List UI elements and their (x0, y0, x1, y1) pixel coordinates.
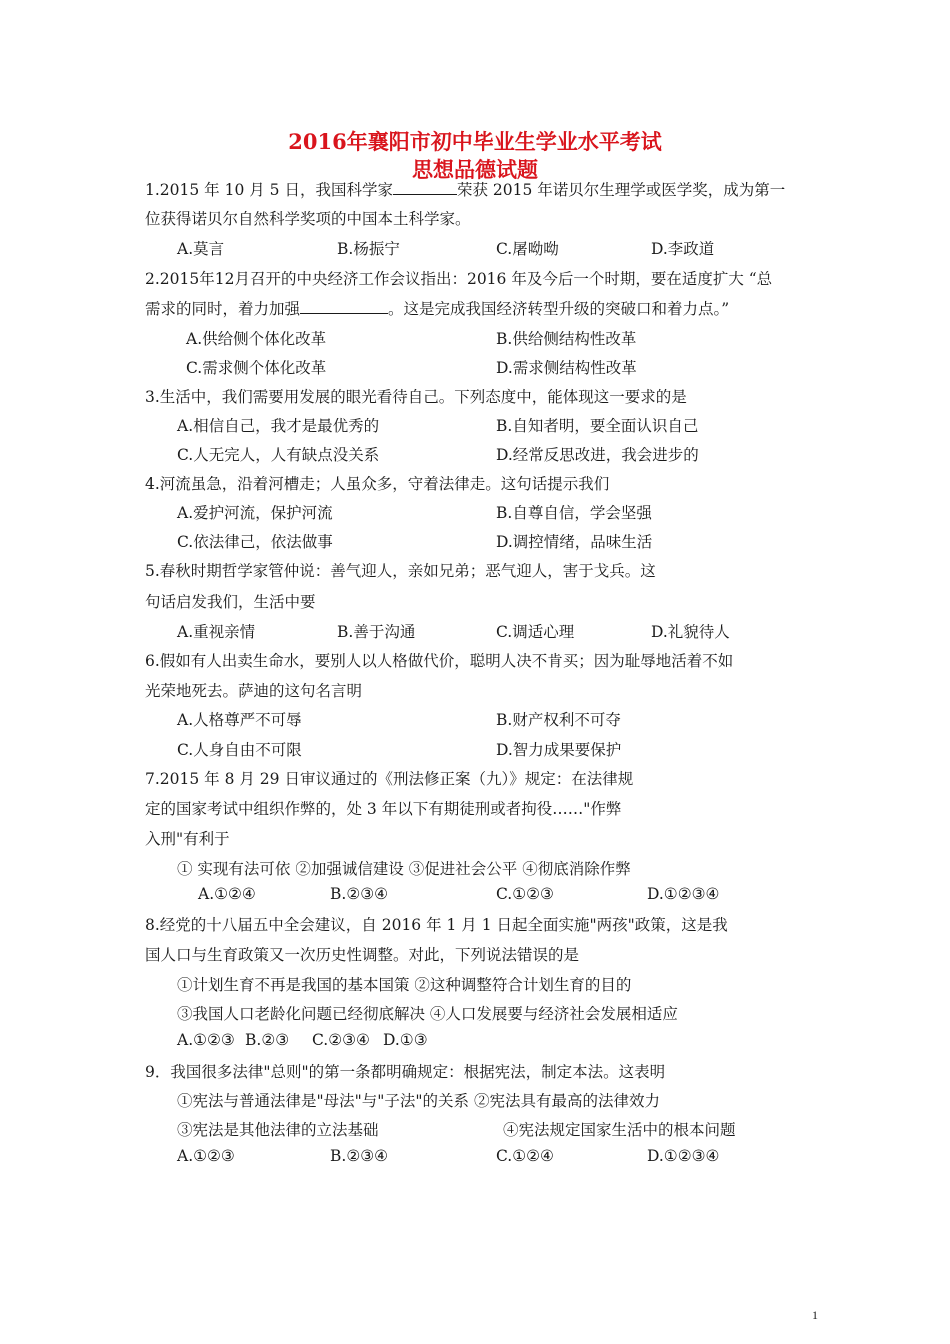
question-9-line-1: 9．我国很多法律"总则"的第一条都明确规定：根据宪法，制定本法。这表明 (145, 1063, 666, 1081)
question-9-option-d: D.①②③④ (647, 1147, 720, 1165)
question-2-option-d: D.需求侧结构性改革 (496, 359, 637, 377)
question-9-option-a: A.①②③ (177, 1147, 235, 1165)
question-2-option-c: C.需求侧个体化改革 (186, 359, 327, 377)
question-6-line-2: 光荣地死去。萨迪的这句名言明 (145, 682, 363, 700)
question-6-option-b: B.财产权利不可夺 (496, 711, 621, 729)
question-5-option-c: C.调适心理 (496, 623, 575, 641)
question-3-line-1: 3.生活中，我们需要用发展的眼光看待自己。下列态度中，能体现这一要求的是 (145, 388, 687, 406)
question-2-text-b: 。这是完成我国经济转型升级的突破口和着力点。” (388, 300, 730, 318)
question-7-line-2: 定的国家考试中组织作弊的，处 3 年以下有期徒刑或者拘役……"作弊 (145, 800, 622, 818)
question-7-line-3: 入刑"有利于 (145, 830, 230, 848)
question-3-option-b: B.自知者明，要全面认识自己 (496, 417, 699, 435)
question-4-option-b: B.自尊自信，学会坚强 (496, 504, 652, 522)
question-6-line-1: 6.假如有人出卖生命水，要别人以人格做代价，聪明人决不肯买；因为耻辱地活着不如 (145, 652, 734, 670)
question-4-option-a: A.爱护河流，保护河流 (177, 504, 333, 522)
question-8-statements-2: ③我国人口老龄化问题已经彻底解决 ④人口发展要与经济社会发展相适应 (177, 1005, 678, 1023)
question-9-statements-1: ①宪法与普通法律是"母法"与"子法"的关系 ②宪法具有最高的法律效力 (177, 1092, 660, 1110)
question-9-statement-4: ④宪法规定国家生活中的根本问题 (503, 1121, 736, 1139)
question-6-option-a: A.人格尊严不可辱 (177, 711, 302, 729)
question-8-option-d: D.①③ (383, 1031, 428, 1049)
question-3-option-d: D.经常反思改进，我会进步的 (496, 446, 699, 464)
question-1-text-b: 荣获 2015 年诺贝尔生理学或医学奖，成为第一 (456, 181, 786, 199)
question-7-option-d: D.①②③④ (647, 885, 720, 903)
question-1-option-d: D.李政道 (651, 240, 715, 258)
question-7-option-c: C.①②③ (496, 885, 554, 903)
question-7-option-a: A.①②④ (198, 885, 256, 903)
question-8-line-1: 8.经党的十八届五中全会建议，自 2016 年 1 月 1 日起全面实施"两孩"政策，这是我 (145, 916, 728, 934)
question-4-line-1: 4.河流虽急，沿着河槽走；人虽众多，守着法律走。这句话提示我们 (145, 475, 610, 493)
question-3-option-c: C.人无完人，人有缺点没关系 (177, 446, 380, 464)
question-5-line-1: 5.春秋时期哲学家管仲说：善气迎人，亲如兄弟；恶气迎人，害于戈兵。这 (145, 562, 656, 580)
question-2-line-1: 2.2015年12月召开的中央经济工作会议指出：2016 年及今后一个时期，要在适度扩大 “总 (145, 270, 773, 288)
exam-subtitle: 思想品德试题 (412, 157, 538, 182)
question-5-option-d: D.礼貌待人 (651, 623, 730, 641)
question-3-option-a: A.相信自己，我才是最优秀的 (177, 417, 380, 435)
exam-title: 2016年襄阳市初中毕业生学业水平考试 (288, 129, 662, 154)
question-6-option-d: D.智力成果要保护 (496, 741, 622, 759)
question-9-option-b: B.②③④ (330, 1147, 389, 1165)
question-4-option-d: D.调控情绪，品味生活 (496, 533, 653, 551)
question-1-option-a: A.莫言 (177, 240, 225, 258)
question-7-statements: ① 实现有法可依 ②加强诚信建设 ③促进社会公平 ④彻底消除作弊 (177, 860, 631, 878)
question-2-line-2 (145, 297, 729, 319)
question-1-option-c: C.屠呦呦 (496, 240, 559, 258)
question-8-option-b: B.②③ (245, 1031, 290, 1049)
question-1-option-b: B.杨振宁 (337, 240, 400, 258)
question-1-text-a: 1.2015 年 10 月 5 日，我国科学家 (145, 181, 393, 199)
question-1-line-2: 位获得诺贝尔自然科学奖项的中国本土科学家。 (145, 210, 471, 228)
question-8-line-2: 国人口与生育政策又一次历史性调整。对此，下列说法错误的是 (145, 946, 580, 964)
page-number: 1 (812, 1308, 818, 1322)
answer-blank (300, 299, 388, 314)
question-8-option-a: A.①②③ (177, 1031, 235, 1049)
question-9-option-c: C.①②④ (496, 1147, 554, 1165)
question-8-option-c: C.②③④ (312, 1031, 370, 1049)
question-2-option-a: A.供给侧个体化改革 (186, 330, 327, 348)
question-1-line-1 (145, 178, 785, 200)
answer-blank (393, 180, 457, 195)
question-5-option-b: B.善于沟通 (337, 623, 416, 641)
question-2-text-a: 需求的同时，着力加强 (145, 300, 301, 318)
question-6-option-c: C.人身自由不可限 (177, 741, 302, 759)
question-8-statements-1: ①计划生育不再是我国的基本国策 ②这种调整符合计划生育的目的 (177, 976, 632, 994)
question-2-option-b: B.供给侧结构性改革 (496, 330, 637, 348)
question-4-option-c: C.依法律己，依法做事 (177, 533, 333, 551)
question-9-statement-3: ③宪法是其他法律的立法基础 (177, 1121, 379, 1139)
question-7-option-b: B.②③④ (330, 885, 389, 903)
question-5-option-a: A.重视亲情 (177, 623, 256, 641)
question-5-line-2: 句话启发我们，生活中要 (145, 593, 316, 611)
question-7-line-1: 7.2015 年 8 月 29 日审议通过的《刑法修正案（九）》规定：在法律规 (145, 770, 634, 788)
